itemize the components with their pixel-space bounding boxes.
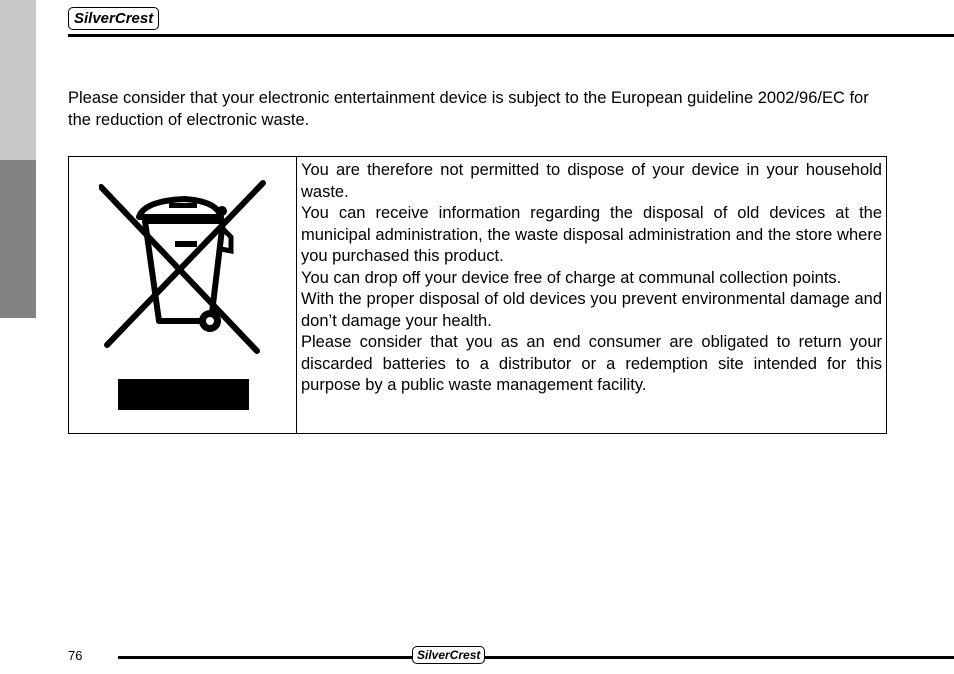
side-tab-light [0,0,36,160]
footer-brand-logo: SilverCrest [412,646,485,664]
paragraph-battery-return: Please consider that you as an end consumer are obligated to return your discarded batteries to a distributor or a redemption site intended for this purpose by a public waste management facility. [301,333,882,394]
header-rule [68,34,954,37]
paragraph-collection-points: You can drop off your device free of charge at communal collection points. [301,268,842,287]
brand-logo: SilverCrest [68,7,159,30]
symbol-cell [69,157,297,433]
intro-paragraph: Please consider that your electronic entertainment device is subject to the European guideline 2002/96/EC for the reduction of electronic waste. [68,89,869,129]
paragraph-disposal-information: You can receive information regarding the disposal of old devices at the municipal administration, the waste disposal administration and the store where you purchased this product. [301,204,882,265]
disposal-text-cell [297,157,886,433]
paragraph-environmental-damage: With the proper disposal of old devices you prevent environmental damage and don’t damage your health. [301,290,882,330]
side-tab-dark [0,160,36,318]
footer-rule [118,656,954,659]
paragraph-household-waste: You are therefore not permitted to dispose of your device in your household waste. [301,161,882,201]
disposal-info-table [68,156,887,434]
crossed-out-wheelie-bin-icon [99,179,269,414]
page-number: 76 [68,648,83,663]
